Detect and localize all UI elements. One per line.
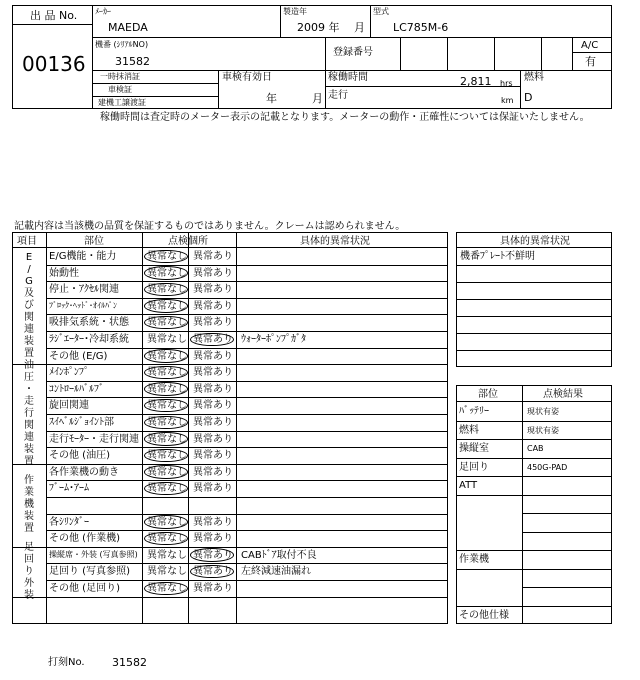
row-part: ﾒｲﾝﾎﾟﾝﾌﾟ [49,367,89,379]
circled-ok-mark [144,582,188,596]
month-label: 月 [354,21,365,34]
divider [46,431,448,432]
divider [541,37,542,70]
divider [92,5,93,109]
row-part: 各作業機の動き [49,466,119,478]
status-ok-label: 異常なし [147,433,187,445]
divider [456,282,612,283]
divider [46,397,448,398]
row-part: ﾌﾞｰﾑ･ｱｰﾑ [49,483,89,495]
stamp-label: 打刻No. [48,657,85,668]
status-ng-label: 異常あり [193,583,233,594]
circled-ok-mark [144,266,188,280]
status-ng-label: 異常あり [193,367,233,379]
cert-temporary-deregistration: 一時抹消証 [100,72,140,81]
ac-value: 有 [585,55,596,68]
status-ng-label: 異常あり [193,300,233,312]
status-ng-label: 異常あり [193,466,233,478]
status-ok-label: 異常なし [147,450,187,462]
col-header-detail: 具体的異常状況 [300,236,370,247]
divider [12,597,448,598]
results-row-value: CAB [527,444,544,453]
status-ng-label: 異常あり [193,350,233,362]
divider [280,5,281,37]
divider [456,439,612,440]
divider [456,265,612,266]
travel-label: 走行 [328,90,348,101]
row-part: 操縦席・外装 (写真参照) [49,549,138,559]
circled-ok-mark [144,465,188,479]
circled-ng-mark [190,548,234,562]
divider [236,232,237,624]
status-ng-label: 異常あり [193,400,233,412]
divider [12,364,448,365]
row-detail: 左終減速油漏れ [241,566,311,578]
row-detail: ｳｫｰﾀｰﾎﾟﾝﾌﾟｶﾞﾀ [241,334,306,345]
divider [188,232,189,624]
results-row-part: ATT [459,480,478,491]
status-ok-label: 異常なし [147,549,187,561]
results-row-part: その他仕様 [459,609,509,621]
status-ng-label: 異常あり [193,549,233,561]
row-part: 走行ﾓｰﾀｰ・走行関連 [49,433,139,445]
divider [92,83,218,84]
lot-label: 出 品 No. [30,9,78,22]
group-label: 足 回 り 外 装 [24,541,34,601]
divider [92,70,612,71]
status-ng-label: 異常あり [193,251,233,262]
divider [456,476,612,477]
divider [456,606,612,607]
divider [46,580,448,581]
results-col-part: 部位 [478,389,498,400]
status-ok-label: 異常なし [147,284,187,296]
status-ok-label: 異常なし [147,466,187,478]
row-part: 足回り (写真参照) [49,566,130,578]
divider [12,547,448,548]
divider [456,569,612,570]
status-ng-label: 異常あり [193,533,233,545]
maker-label: ﾒｰｶｰ [95,7,111,16]
divider [46,265,448,266]
divider [46,497,448,498]
group-label: E / G 及 び 関 連 装 置 [24,252,34,360]
circled-ok-mark [144,382,188,396]
status-ok-label: 異常なし [147,566,187,578]
status-ok-label: 異常なし [147,533,187,545]
status-ok-label: 異常なし [147,400,187,412]
lot-number: 00136 [22,52,86,76]
divider [46,232,47,624]
status-ok-label: 異常なし [147,583,187,594]
circled-ok-mark [144,250,188,264]
status-ng-label: 異常あり [193,284,233,296]
inspection-month: 月 [312,92,323,105]
status-ng-label: 異常あり [193,483,233,495]
row-part: ｺﾝﾄﾛｰﾙﾊﾞﾙﾌﾞ [49,383,104,395]
divider [522,513,612,514]
serial-value: 31582 [115,55,150,68]
row-part: ﾗｼﾞｴｰﾀｰ･冷却系統 [49,334,129,345]
results-row-part: 作業機 [459,554,489,565]
year-value: 2009 年 [297,21,340,34]
detail-row-text: 機番ﾌﾟﾚｰﾄ不鮮明 [460,251,535,262]
divider [325,37,326,70]
status-ng-label: 異常あり [193,267,233,279]
divider [46,514,448,515]
divider [46,331,448,332]
col-header-item: 項目 [17,236,37,247]
ac-label: A/C [581,40,599,51]
divider [572,37,573,70]
divider [456,333,612,334]
row-part: 吸排気系統・状態 [49,317,129,329]
model-label: 型式 [373,7,389,16]
row-part: その他 (油圧) [49,450,110,462]
divider [12,464,448,465]
divider [46,447,448,448]
status-ng-label: 異常あり [193,317,233,329]
divider [456,550,612,551]
status-ng-label: 異常あり [193,433,233,445]
status-ng-label: 異常あり [193,450,233,462]
results-row-part: ﾊﾞｯﾃﾘｰ [459,406,489,417]
divider [46,281,448,282]
fuel-value: D [524,91,533,104]
row-part: 停止・ｱｸｾﾙ関連 [49,284,119,296]
col-header-part: 部位 [84,236,104,247]
circled-ng-mark [190,333,234,347]
divider [494,37,495,70]
divider [46,381,448,382]
divider [46,348,448,349]
status-ok-label: 異常なし [147,334,187,345]
status-ng-label: 異常あり [193,566,233,578]
row-part: ﾌﾞﾛｯｸ･ﾍｯﾄﾞ･ｵｲﾙﾊﾟﾝ [49,300,117,310]
divider [447,37,448,70]
hours-value: 2,811 [460,75,492,88]
circled-ok-mark [144,349,188,363]
stamp-value: 31582 [112,656,147,669]
status-ng-label: 異常あり [193,334,233,345]
results-row-part: 操縦室 [459,443,489,454]
divider [142,232,143,624]
divider [218,70,219,109]
circled-ok-mark [144,299,188,313]
divider [46,480,448,481]
divider [370,5,371,37]
model-value: LC785M-6 [393,21,449,34]
divider [12,24,92,25]
results-row-part: 燃料 [459,424,479,436]
results-row-value: 450G-PAD [527,462,568,472]
results-col-result: 点検結果 [543,389,583,400]
serial-label: 機番 (ｼﾘｱﾙNO) [95,40,149,49]
status-ok-label: 異常なし [147,417,187,428]
cert-inspection: 車検証 [108,85,132,94]
row-part: 始動性 [49,267,79,279]
divider [456,421,612,422]
detail-title: 具体的異常状況 [500,236,570,247]
divider [456,247,612,248]
results-row-part: 足回り [459,461,489,473]
divider [456,316,612,317]
divider [46,414,448,415]
row-part: ｽｲﾍﾞﾙｼﾞｮｲﾝﾄ部 [49,417,114,428]
row-part: E/G機能・能力 [49,251,117,262]
divider [522,587,612,588]
results-row-value: 現状有姿 [527,407,559,416]
circled-ok-mark [144,432,188,446]
divider [456,299,612,300]
group-label: 作 業 機 装 置 [24,475,34,535]
results-row-value: 現状有姿 [527,425,559,435]
hours-label: 稼働時間 [328,72,368,83]
divider [456,350,612,351]
group-label: 油 圧 ・ 走 行 関 連 装 置 [24,360,34,467]
status-ok-label: 異常なし [147,383,187,395]
status-ok-label: 異常なし [147,367,187,379]
divider [400,37,401,70]
row-part: その他 (足回り) [49,583,120,594]
status-ng-label: 異常あり [193,417,233,428]
inspection-year: 年 [266,92,277,105]
divider [46,298,448,299]
status-ok-label: 異常なし [147,483,187,495]
cert-transfer: 建機工譲渡証 [98,98,146,107]
divider [522,532,612,533]
hours-unit: hrs [500,79,513,88]
status-ng-label: 異常あり [193,516,233,528]
status-ok-label: 異常なし [147,251,187,262]
status-ok-label: 異常なし [147,350,187,362]
fuel-label: 燃料 [524,72,544,83]
divider [456,458,612,459]
year-label: 製造年 [283,7,307,16]
registration-label: 登録番号 [333,47,373,58]
col-header-check: 点検個所 [168,236,208,247]
divider [46,530,448,531]
circled-ok-mark [144,416,188,430]
status-ok-label: 異常なし [147,267,187,279]
status-ok-label: 異常なし [147,317,187,329]
divider [572,52,612,53]
divider [46,563,448,564]
row-part: その他 (作業機) [49,533,120,545]
divider [325,70,326,109]
row-part: その他 (E/G) [49,350,108,362]
hours-note: 稼働時間は査定時のメーター表示の記載となります。メーターの動作・正確性については保証いたしません。 [100,112,590,123]
divider [456,401,612,402]
divider [12,247,448,248]
status-ok-label: 異常なし [147,516,187,528]
quality-note: 記載内容は当該機の品質を保証するものではありません。クレームは認められません。 [14,221,406,232]
row-part: 各ｼﾘﾝﾀﾞｰ [49,516,89,528]
divider [92,96,218,97]
divider [520,70,521,109]
travel-unit: km [501,96,514,105]
divider [46,314,448,315]
divider [456,495,612,496]
status-ok-label: 異常なし [147,300,187,312]
circled-ok-mark [144,515,188,529]
inspection-label: 車検有効日 [222,72,272,83]
divider [92,37,612,38]
row-part: 旋回関連 [49,400,89,412]
row-detail: CABﾄﾞｱ取付不良 [241,549,317,561]
status-ng-label: 異常あり [193,383,233,395]
maker-value: MAEDA [108,21,148,34]
